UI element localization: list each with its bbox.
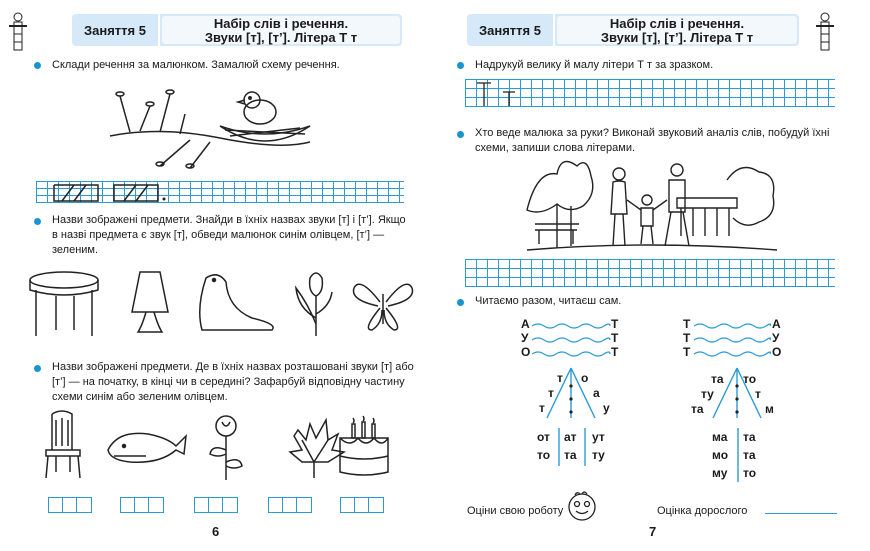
smiley-face-icon[interactable]: [565, 490, 599, 522]
word-scheme[interactable]: [120, 497, 164, 513]
syllable: мо: [712, 448, 729, 462]
adult-eval-label: Оцінка дорослого: [657, 505, 748, 517]
syllable: та: [743, 448, 756, 462]
letter: У: [521, 331, 529, 345]
syllable: ту: [592, 448, 605, 462]
bullet-icon: [457, 62, 464, 69]
wave-lines: [694, 318, 770, 362]
lamp-icon[interactable]: [132, 272, 168, 332]
lesson-title: Набір слів і речення. Звуки [т], [т’]. Літера Т т: [557, 16, 797, 44]
syllable: т: [557, 371, 563, 385]
letter: Т: [611, 345, 619, 359]
lesson-label: Заняття 5: [467, 14, 555, 46]
syllable: му: [712, 466, 728, 480]
word-scheme[interactable]: [48, 497, 92, 513]
syllable: та: [743, 430, 756, 444]
syllable: то: [537, 448, 551, 462]
objects-row: [28, 268, 408, 340]
lesson-label: Заняття 5: [72, 14, 160, 46]
syllable: о: [581, 371, 589, 385]
letter: А: [521, 317, 530, 331]
syllable: ут: [592, 430, 605, 444]
butterfly-icon[interactable]: [354, 284, 413, 330]
table-icon[interactable]: [30, 272, 98, 336]
bullet-icon: [34, 365, 41, 372]
syllable: ма: [712, 430, 728, 444]
syllable: та: [691, 402, 704, 416]
task-instruction: Склади речення за малюнком. Замалюй схему речення.: [52, 59, 340, 71]
task-instruction: Назви зображені предмети. Знайди в їхніх назвах звуки [т] і [т’]. Якщо в назві предмета є звук [т], обведи малюнок синім олівцем, [т’] — зеленим.: [52, 214, 406, 256]
chair-icon[interactable]: [46, 411, 80, 478]
table-divider: [733, 428, 743, 484]
syllable: т: [539, 401, 545, 415]
syllable: от: [537, 430, 550, 444]
syllable: та: [711, 372, 724, 386]
bird-nest-picture: [100, 76, 320, 170]
word-scheme[interactable]: [340, 497, 384, 513]
adult-eval-line[interactable]: [765, 513, 837, 514]
tulip-icon[interactable]: [296, 273, 332, 336]
syllable: ат: [564, 430, 577, 444]
syllable: та: [564, 448, 577, 462]
syllable: а: [593, 386, 600, 400]
task-instruction: Надрукуй велику й малу літери Т т за зразком.: [475, 59, 714, 71]
writing-grid[interactable]: [465, 259, 835, 287]
syllable: м: [765, 402, 774, 416]
lesson-header: [467, 14, 799, 46]
bullet-icon: [457, 131, 464, 138]
seal-icon[interactable]: [200, 275, 273, 330]
bullet-icon: [34, 218, 41, 225]
word-scheme[interactable]: [194, 497, 238, 513]
family-park-picture: [527, 150, 777, 252]
sentence-scheme: [52, 183, 172, 201]
page-number: 6: [212, 524, 220, 539]
lesson-header: [72, 14, 402, 46]
letter: Т: [683, 317, 691, 331]
letter: О: [772, 345, 782, 359]
syllable: то: [743, 372, 757, 386]
letter: Т: [683, 331, 691, 345]
bullet-icon: [457, 299, 464, 306]
letter: А: [772, 317, 781, 331]
cake-icon[interactable]: [340, 416, 388, 475]
whale-icon[interactable]: [108, 433, 186, 462]
syllable: т: [755, 387, 761, 401]
task-instruction: Читаємо разом, читаєш сам.: [475, 295, 622, 307]
totem-icon: [8, 12, 28, 52]
leaf-icon[interactable]: [290, 420, 344, 478]
syllable: т: [548, 386, 554, 400]
letter: Т: [611, 331, 619, 345]
letter: Т: [683, 345, 691, 359]
self-eval-label: Оціни свою роботу: [467, 505, 564, 517]
letter: У: [772, 331, 780, 345]
syllable: то: [743, 466, 757, 480]
page-number: 7: [649, 524, 657, 539]
rose-icon[interactable]: [210, 416, 242, 480]
right-page: [435, 0, 870, 551]
wave-lines: [532, 318, 610, 362]
letter: Т: [611, 317, 619, 331]
bullet-icon: [34, 62, 41, 69]
syllable: у: [603, 401, 610, 415]
syllable: ту: [701, 387, 714, 401]
letter: О: [521, 345, 531, 359]
task-instruction: Назви зображені предмети. Де в їхніх назвах розташовані звуки [т] або [т’] — на початку, в кінці чи в середині? Зафарбуй відповідну частину схеми синім або зеленим олівцем.: [52, 361, 414, 403]
letter-sample: [475, 80, 525, 108]
objects-row: [40, 410, 410, 482]
lesson-title: Набір слів і речення. Звуки [т], [т’]. Літера Т т: [162, 16, 400, 44]
task-instruction: Хто веде малюка за руки? Виконай звуковий аналіз слів, побудуй їхні схеми, запиши слова літерами.: [475, 127, 830, 154]
word-scheme[interactable]: [268, 497, 312, 513]
totem-icon: [815, 12, 835, 52]
